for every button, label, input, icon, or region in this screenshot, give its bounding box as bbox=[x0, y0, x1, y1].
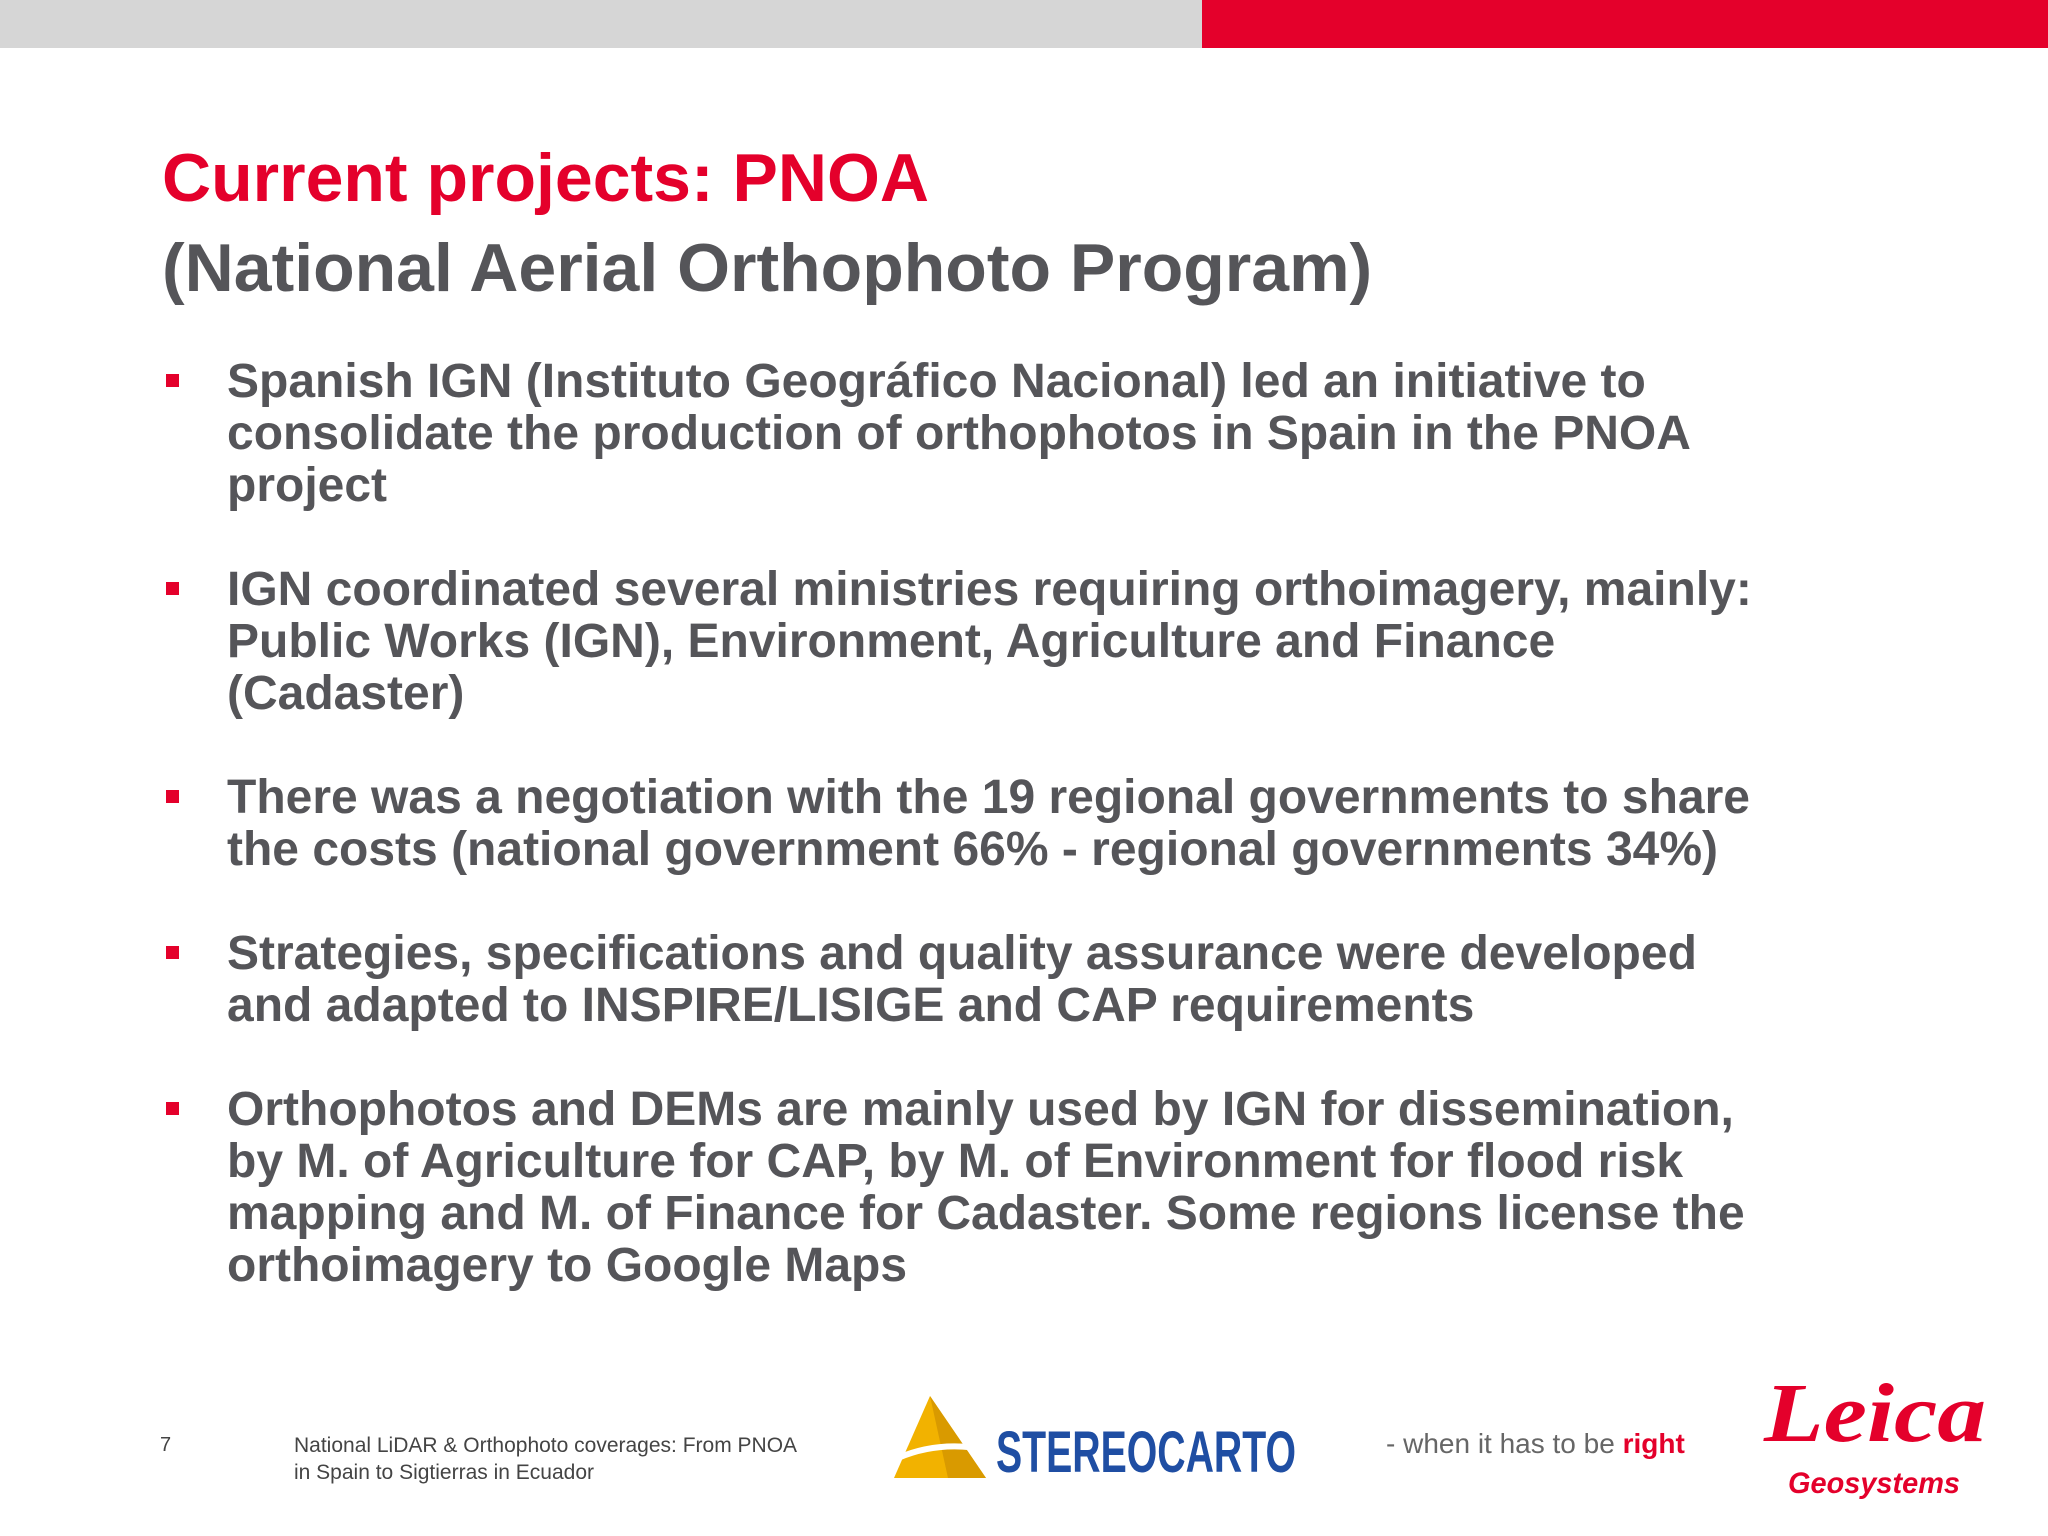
tagline: - when it has to be right bbox=[1386, 1428, 1685, 1459]
square-bullet-icon bbox=[166, 582, 179, 595]
slide-subtitle: (National Aerial Orthophoto Program) bbox=[162, 230, 1373, 306]
leica-logo-text: Leica bbox=[1762, 1367, 1986, 1460]
top-bar-red bbox=[1202, 0, 2048, 48]
square-bullet-icon bbox=[166, 790, 179, 803]
footer-caption: National LiDAR & Orthophoto coverages: From PNOA in Spain to Sigtierras in Ecuador bbox=[294, 1434, 798, 1484]
page-number: 7 bbox=[160, 1434, 172, 1456]
bullet-text: Spanish IGN (Instituto Geográfico Nacional) led an initiative to consolidate the production of orthophotos in Spain in the PNOA project bbox=[227, 355, 1691, 512]
square-bullet-icon bbox=[166, 374, 179, 387]
leica-logo bbox=[1762, 1365, 1992, 1515]
bullet-text: There was a negotiation with the 19 regional governments to share the costs (national government 66% - regional governments 34%) bbox=[227, 771, 1750, 876]
bullet-text: Orthophotos and DEMs are mainly used by IGN for dissemination, by M. of Agriculture for CAP, by M. of Environment for flood risk mapping and M. of Finance for Cadaster. Some regions license the orthoimagery to Google Maps bbox=[227, 1083, 1745, 1292]
bullet-text: Strategies, specifications and quality assurance were developed and adapted to INSPIRE/LISIGE and CAP requirements bbox=[227, 927, 1697, 1032]
stereocarto-logo-text: STEREOCARTO bbox=[996, 1420, 1296, 1485]
bullet-text: IGN coordinated several ministries requiring orthoimagery, mainly: Public Works (IGN), Environment, Agriculture and Finance (Cadaster) bbox=[227, 563, 1752, 720]
square-bullet-icon bbox=[166, 1102, 179, 1115]
square-bullet-icon bbox=[166, 946, 179, 959]
geosystems-text: Geosystems bbox=[1788, 1467, 1960, 1500]
slide-title: Current projects: PNOA bbox=[162, 140, 929, 216]
top-bar-grey bbox=[0, 0, 1202, 48]
stereocarto-logo bbox=[890, 1388, 1310, 1488]
